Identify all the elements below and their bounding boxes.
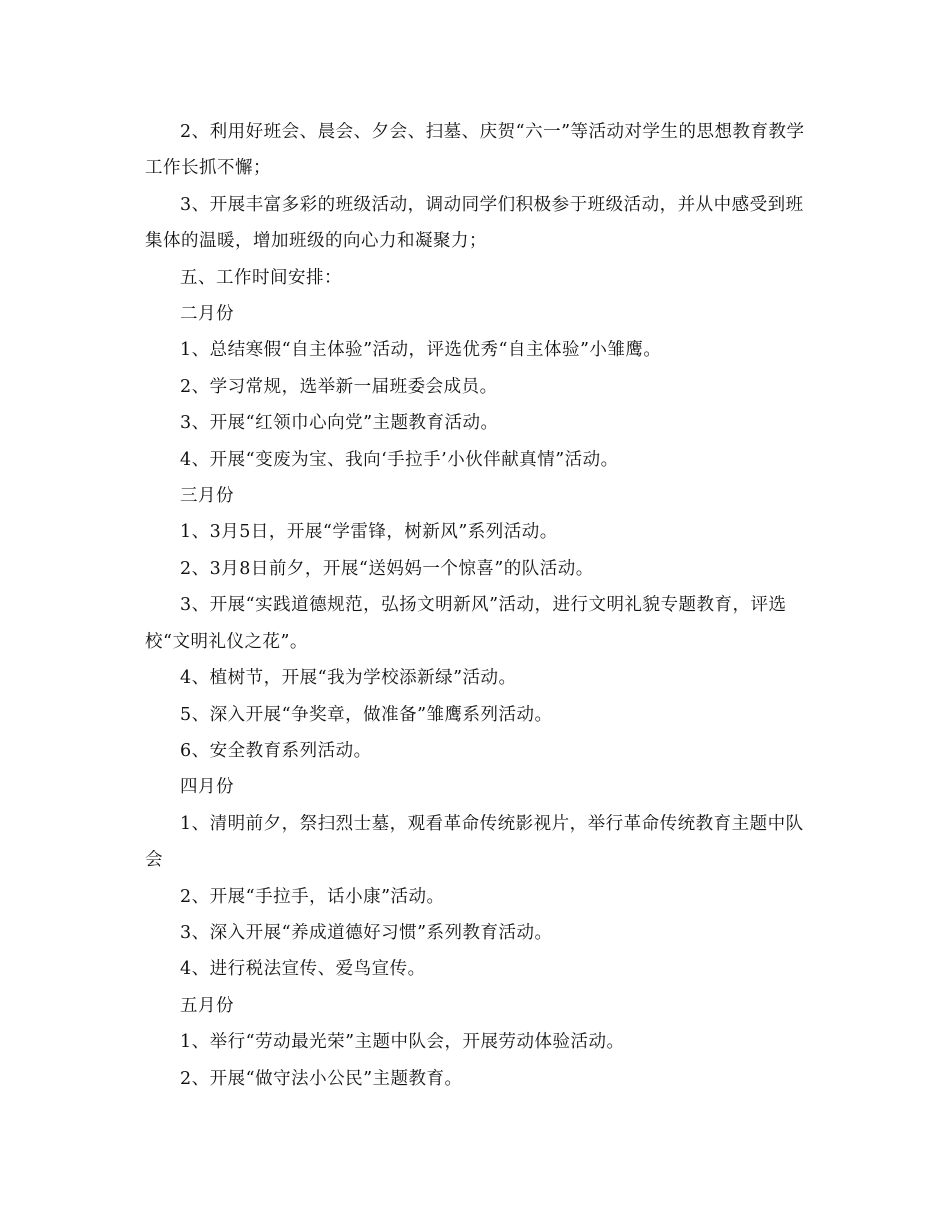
list-item: 5、深入开展“争奖章，做准备”雏鹰系列活动。 xyxy=(180,704,553,725)
list-item: 4、植树节，开展“我为学校添新绿”活动。 xyxy=(180,668,517,689)
month-heading-february: 二月份 xyxy=(180,304,234,325)
month-heading-march: 三月份 xyxy=(180,486,234,507)
list-item: 1、举行“劳动最光荣”主题中队会，开展劳动体验活动。 xyxy=(180,1032,625,1053)
month-heading-may: 五月份 xyxy=(180,995,234,1016)
list-item: 3、开展“实践道德规范，弘扬文明新风”活动，进行文明礼貌专题教育，评选校“文明礼仪之花”。 xyxy=(145,595,787,652)
list-item: 3、开展“红领巾心向党”主题教育活动。 xyxy=(180,413,499,434)
list-item: 2、学习常规，选举新一届班委会成员。 xyxy=(180,376,498,397)
month-heading-april: 四月份 xyxy=(180,777,234,798)
section-heading-schedule: 五、工作时间安排： xyxy=(180,267,342,288)
document-body xyxy=(145,114,810,1097)
list-item: 4、进行税法宣传、爱鸟宣传。 xyxy=(180,959,426,980)
list-item: 3、深入开展“养成道德好习惯”系列教育活动。 xyxy=(180,922,553,943)
list-item: 6、安全教育系列活动。 xyxy=(180,740,372,761)
list-item: 1、总结寒假“自主体验”活动，评选优秀“自主体验”小雏鹰。 xyxy=(180,340,662,361)
list-item: 1、3月5日，开展“学雷锋，树新风”系列活动。 xyxy=(180,522,558,543)
list-item: 2、开展“做守法小公民”主题教育。 xyxy=(180,1068,463,1089)
paragraph-activity-2: 2、利用好班会、晨会、夕会、扫墓、庆贺“六一”等活动对学生的思想教育教学工作长抓不懈； xyxy=(145,122,805,179)
list-item: 4、开展“变废为宝、我向‘手拉手’小伙伴献真情”活动。 xyxy=(180,449,619,470)
paragraph-activity-3: 3、开展丰富多彩的班级活动，调动同学们积极参于班级活动，并从中感受到班集体的温暖，增加班级的向心力和凝聚力； xyxy=(145,194,804,252)
list-item: 2、开展“手拉手，话小康”活动。 xyxy=(180,886,445,907)
list-item: 2、3月8日前夕，开展“送妈妈一个惊喜”的队活动。 xyxy=(180,558,594,579)
list-item: 1、清明前夕，祭扫烈士墓，观看革命传统影视片，举行革命传统教育主题中队会 xyxy=(145,813,804,871)
